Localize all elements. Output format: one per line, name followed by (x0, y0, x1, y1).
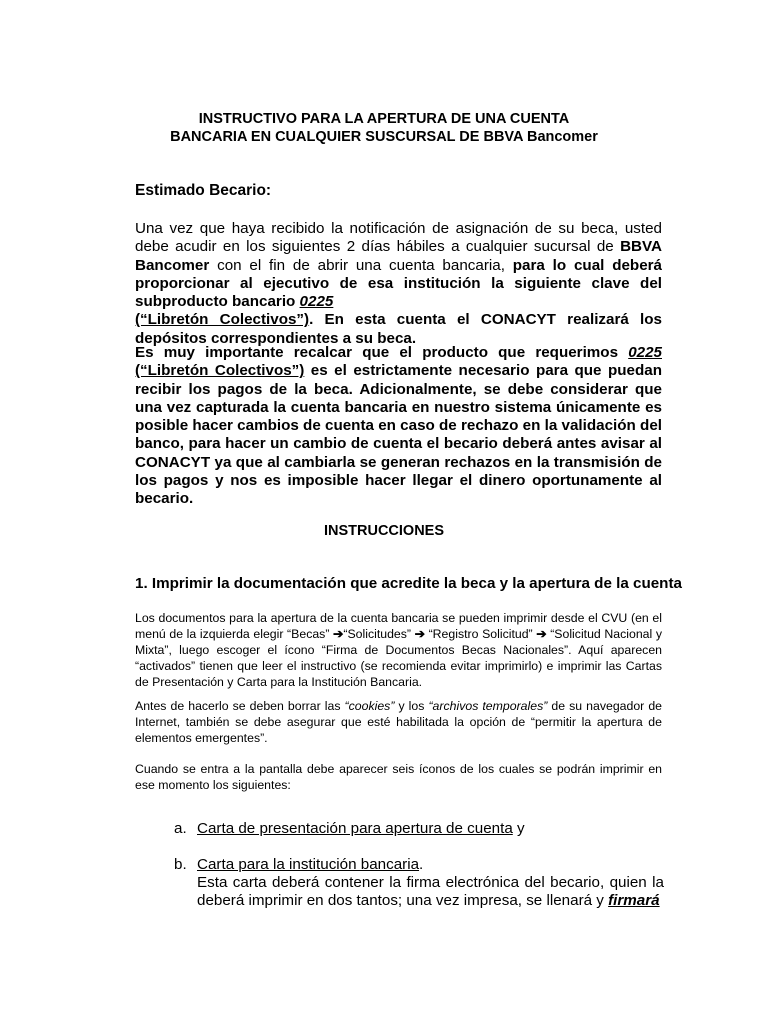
document-title (0, 110, 768, 146)
greeting: Estimado Becario: (135, 182, 272, 199)
step-1-paragraph-2 (135, 698, 662, 746)
item-a-link[interactable]: Carta de presentación para apertura de cuenta (197, 820, 513, 837)
list-item-a (174, 820, 664, 838)
list-item-b (174, 856, 664, 911)
instructions-heading: INSTRUCCIONES (323, 523, 445, 539)
bank-name: BBVA Bancomer (135, 238, 662, 274)
p2-product-code: 0225 (628, 344, 662, 361)
arrow-right-icon: ➔ (333, 627, 344, 641)
s1-text-a: Los documentos para la apertura de la cuenta bancaria se pueden imprimir desde el CVU (en el menú de la izquierda elegir “Becas” (135, 611, 662, 641)
s2-text-c: de su navegador de Internet, también se debe asegurar que esté habilitada la opción de “permitir la apertura de elementos emergentes”. (135, 699, 662, 745)
item-b-dot: . (419, 856, 424, 873)
s1-text-c: “Registro Solicitud” (424, 627, 537, 641)
cookies-term: “cookies” (344, 699, 395, 713)
p2-text-b: es el estrictamente necesario para que puedan recibir los pagos de la beca. Adicionalmente, se debe considerar que una vez capturada la cuenta bancaria en nuestro sistema únicamente es posible hacer cambios de cuenta en caso de rechazo en la validación del banco, para hacer un cambio de cuenta el becario deberá antes avisar al CONACYT ya que al cambiarla se generan rechazos en la transmisión de los pagos y nos es imposible hacer llegar el dinero oportunamente al becario. (135, 362, 662, 508)
item-b-text: Esta carta deberá contener la firma electrónica del becario, quien la deberá imprimir en dos tantos; una vez impresa, se llenará y (197, 874, 664, 910)
item-b-description (174, 874, 664, 910)
p2-product-name: (“Libretón Colectivos”) (135, 362, 305, 380)
arrow-right-icon: ➔ (414, 627, 425, 641)
product-name: (“Libretón Colectivos”) (135, 311, 310, 329)
paragraph-1 (135, 220, 662, 348)
step-1-paragraph-3: Cuando se entra a la pantalla debe aparecer seis íconos de los cuales se podrán imprimir en ese momento los siguientes: (135, 762, 662, 792)
product-code: 0225 (299, 293, 334, 311)
item-b-link[interactable]: Carta para la institución bancaria (197, 856, 420, 873)
step-1-heading: 1. Imprimir la documentación que acredite la beca y la apertura de la cuenta (135, 575, 682, 592)
p1-text-b: con el fin de abrir una cuenta bancaria, (209, 256, 513, 274)
title-line-2: BANCARIA EN CUALQUIER SUSCURSAL DE BBVA Bancomer (170, 129, 598, 145)
item-b-last-word: firmará (608, 892, 660, 910)
p1-bold-1: para lo cual deberá proporcionar al ejecutivo de esa institución la siguiente clave del subproducto bancario (135, 256, 662, 311)
list-marker-b: b. (174, 856, 187, 873)
p2-text-a: Es muy importante recalcar que el producto que requerimos (135, 344, 629, 361)
list-marker-a: a. (174, 820, 187, 837)
p1-text-a: Una vez que haya recibido la notificación de asignación de su beca, usted debe acudir en los siguientes 2 días hábiles a cualquier sucursal de (135, 220, 662, 256)
step-1-paragraph-1 (135, 610, 662, 690)
arrow-right-icon: ➔ (536, 627, 547, 641)
s1-text-b: “Solicitudes” (343, 627, 415, 641)
s2-text-a: Antes de hacerlo se deben borrar las (135, 699, 345, 713)
paragraph-2 (135, 344, 662, 509)
s2-text-b: y los (394, 699, 429, 713)
temp-files-term: “archivos temporales” (428, 699, 548, 713)
title-line-1: INSTRUCTIVO PARA LA APERTURA DE UNA CUENTA (198, 111, 570, 127)
item-a-rest: y (512, 820, 525, 837)
s1-text-d: “Solicitud Nacional y Mixta”, luego escoger el ícono “Firma de Documentos Becas Nacionales”. Aquí aparecen “activados” tienen que leer el instructivo (se recomienda evitar imprimirlo) e imprimir las Cartas de Presentación y Carta para la Institución Bancaria. (135, 627, 662, 689)
p1-bold-2: . En esta cuenta el CONACYT realizará los depósitos correspondientes a su beca. (135, 311, 662, 347)
